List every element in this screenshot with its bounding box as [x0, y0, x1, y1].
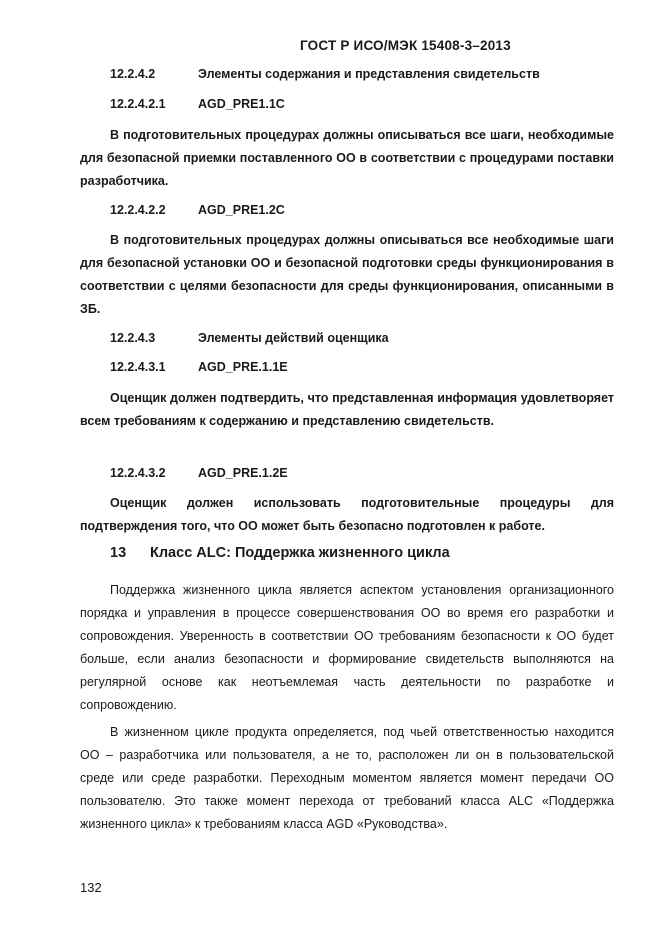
subsection-title: Элементы содержания и представления свидетельств [198, 67, 540, 81]
paragraph: Оценщик должен подтвердить, что представленная информация удовлетворяет всем требованиям к содержанию и представлению свидетельств. [80, 391, 614, 428]
subsection-title: AGD_PRE.1.2E [198, 466, 288, 480]
subsection-number: 12.2.4.2.1 [110, 97, 166, 111]
paragraph: Оценщик должен использовать подготовительные процедуры для подтверждения того, что ОО может быть безопасно подготовлен к работе. [80, 496, 614, 533]
subsection-heading [110, 67, 540, 81]
chapter-title: Класс ALC: Поддержка жизненного цикла [150, 545, 450, 561]
subsection-title: Элементы действий оценщика [198, 331, 389, 345]
subsection-number: 12.2.4.3.2 [110, 466, 166, 480]
subsection-title: AGD_PRE1.1C [198, 97, 285, 111]
subsection-title: AGD_PRE.1.1E [198, 360, 288, 374]
paragraph: В подготовительных процедурах должны описываться все шаги, необходимые для безопасной приемки поставленного ОО в соответствии с процедурами поставки разработчика. [80, 128, 614, 188]
subsection-number: 12.2.4.3.1 [110, 360, 166, 374]
subsection-heading [110, 466, 288, 480]
subsection-number: 12.2.4.3 [110, 331, 156, 345]
paragraph: Поддержка жизненного цикла является аспектом установления организационного порядка и управления в процессе совершенствования ОО во время его разработки и сопровождения. Уверенность в соответствии ОО требованиям безопасности к ОО будет больше, если анализ безопасности и формирование свидетельств выполняются на регулярной основе как неотъемлемая часть деятельности по разработке и сопровождению. [80, 583, 614, 712]
chapter-heading [110, 545, 450, 561]
subsection-heading [110, 97, 285, 111]
subsection-heading [110, 203, 285, 217]
page-number: 132 [80, 880, 102, 895]
subsection-heading [110, 331, 389, 345]
paragraph: В жизненном цикле продукта определяется, под чьей ответственностью находится ОО – разработчика или пользователя, а не то, расположен ли он в пользовательской среде или среде разработки. Переходным моментом является момент передачи ОО пользователю. Это также момент перехода от требований класса ALC «Поддержка жизненного цикла» к требованиям класса AGD «Руководства». [80, 725, 614, 831]
subsection-number: 12.2.4.2 [110, 67, 156, 81]
chapter-number: 13 [110, 545, 127, 561]
document-header: ГОСТ Р ИСО/МЭК 15408-3–2013 [300, 38, 511, 53]
subsection-title: AGD_PRE1.2C [198, 203, 285, 217]
subsection-number: 12.2.4.2.2 [110, 203, 166, 217]
subsection-heading [110, 360, 288, 374]
paragraph: В подготовительных процедурах должны описываться все необходимые шаги для безопасной установки ОО и безопасной подготовки среды функционирования в соответствии с целями безопасности для среды функционирования, описанными в ЗБ. [80, 233, 614, 316]
